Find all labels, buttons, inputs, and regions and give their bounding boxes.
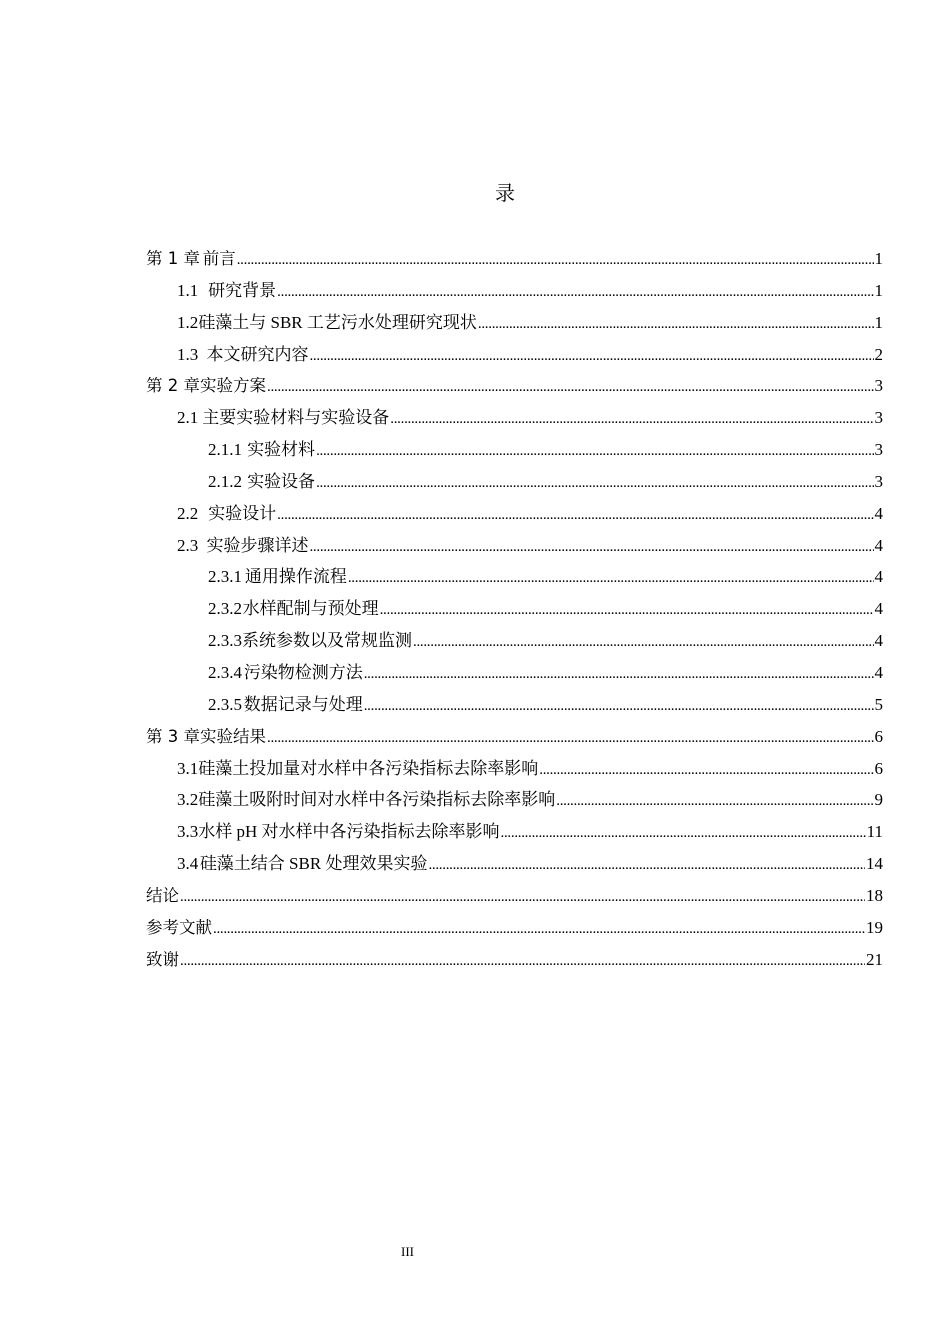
- dot-leader: [539, 753, 873, 787]
- toc-entry[interactable]: [146, 243, 883, 275]
- toc-entry-number: 3.4: [177, 854, 199, 874]
- toc-entry-page: 4: [874, 535, 883, 555]
- toc-entry-number: 2.2: [177, 503, 199, 523]
- toc-entry-title: 硅藻土结合 SBR 处理效果实验: [199, 854, 428, 874]
- toc-entry-page: 1: [874, 312, 883, 332]
- page-number-footer: III: [401, 1244, 414, 1259]
- toc-entry-number: 第 2 章: [146, 376, 200, 396]
- toc-entry[interactable]: [146, 816, 883, 848]
- toc-entry[interactable]: [146, 434, 883, 466]
- dot-leader: [309, 339, 873, 373]
- toc-entry-title: 实验步骤详述: [206, 535, 309, 555]
- toc-entry-title: 系统参数以及常规监测: [242, 631, 412, 651]
- toc-entry-page: 19: [866, 917, 883, 937]
- toc-entry-page: 3: [874, 440, 883, 460]
- dot-leader: [364, 657, 874, 691]
- toc-entry[interactable]: [146, 689, 883, 721]
- toc-entry-number: 3.1: [177, 758, 199, 778]
- toc-title: 录: [495, 183, 515, 205]
- toc-entry-page: 3: [874, 471, 883, 491]
- toc-entry-title: 本文研究内容: [206, 344, 309, 364]
- toc-entry-page: 4: [874, 599, 883, 619]
- dot-leader: [309, 530, 873, 564]
- toc-entry[interactable]: [146, 307, 883, 339]
- toc-entry-number: 2.3: [177, 535, 199, 555]
- dot-leader: [213, 912, 865, 946]
- toc-entry-title: 硅藻土与 SBR 工艺污水处理研究现状: [198, 312, 477, 332]
- toc-entry[interactable]: [146, 784, 883, 816]
- toc-entry-page: 21: [866, 949, 883, 969]
- toc-entry-number: 2.3.2: [208, 599, 242, 619]
- toc-entry-page: 9: [874, 790, 883, 810]
- toc-entry[interactable]: [146, 593, 883, 625]
- toc-entry-number: 3.3: [177, 822, 199, 842]
- toc-entry[interactable]: [146, 339, 883, 371]
- dot-leader: [413, 625, 874, 659]
- toc-entry-number: 2.1.1: [208, 440, 242, 460]
- toc-entry-number: 2.3.4: [208, 662, 242, 682]
- toc-entry-number: 3.2: [177, 790, 199, 810]
- toc-entry-title: 致谢: [146, 949, 179, 969]
- toc-entry-number: 1.3: [177, 344, 199, 364]
- dot-leader: [501, 816, 866, 850]
- dot-leader: [348, 561, 874, 595]
- toc-entry[interactable]: [146, 625, 883, 657]
- dot-leader: [380, 593, 874, 627]
- toc-entry-page: 6: [874, 758, 883, 778]
- toc-entry[interactable]: [146, 370, 883, 402]
- toc-entry[interactable]: [146, 721, 883, 753]
- toc-entry-title: 实验结果: [200, 726, 266, 746]
- dot-leader: [364, 689, 874, 723]
- dot-leader: [277, 498, 873, 532]
- toc-entry-page: 4: [874, 631, 883, 651]
- toc-entry-title: 硅藻土吸附时间对水样中各污染指标去除率影响: [198, 790, 556, 810]
- toc-entry-page: 6: [874, 726, 883, 746]
- dot-leader: [556, 784, 873, 818]
- toc-entry-page: 3: [874, 376, 883, 396]
- toc-entry-title: 主要实验材料与实验设备: [202, 408, 390, 428]
- toc-entry-page: 11: [866, 822, 883, 842]
- toc-entry-number: 2.1.2: [208, 471, 242, 491]
- toc-entry-page: 4: [874, 662, 883, 682]
- toc-entry-title: 参考文献: [146, 917, 212, 937]
- dot-leader: [316, 434, 873, 468]
- toc-entry-number: 2.3.5: [208, 694, 242, 714]
- dot-leader: [180, 880, 865, 914]
- toc-entry-title: 结论: [146, 885, 179, 905]
- toc-entry-number: 1.2: [177, 312, 199, 332]
- toc-entry-page: 5: [874, 694, 883, 714]
- toc-entry-title: 硅藻土投加量对水样中各污染指标去除率影响: [198, 758, 539, 778]
- toc-entry[interactable]: [146, 275, 883, 307]
- dot-leader: [267, 370, 873, 404]
- toc-entry-number: 1.1: [177, 280, 199, 300]
- toc-entry-page: 18: [866, 885, 883, 905]
- dot-leader: [428, 848, 865, 882]
- toc-entry[interactable]: [146, 561, 883, 593]
- toc-entry-number: 第 3 章: [146, 726, 200, 746]
- toc-entry[interactable]: [146, 848, 883, 880]
- toc-entry[interactable]: [146, 912, 883, 944]
- dot-leader: [237, 243, 874, 277]
- toc-entry-title: 水样 pH 对水样中各污染指标去除率影响: [198, 822, 500, 842]
- toc-entry[interactable]: [146, 657, 883, 689]
- toc-entry-title: 实验方案: [200, 376, 267, 396]
- toc-entry-number: 2.1: [177, 408, 199, 428]
- toc-entry[interactable]: [146, 880, 883, 912]
- dot-leader: [267, 721, 874, 755]
- toc-entry-number: 2.3.3: [208, 631, 242, 651]
- dot-leader: [316, 466, 873, 500]
- dot-leader: [277, 275, 873, 309]
- table-of-contents: [146, 243, 883, 975]
- toc-entry-number: 2.3.1: [208, 567, 242, 587]
- toc-entry-page: 4: [874, 567, 883, 587]
- toc-entry[interactable]: [146, 402, 883, 434]
- toc-entry-page: 2: [874, 344, 883, 364]
- toc-entry-page: 3: [874, 408, 883, 428]
- toc-entry-title: 实验材料: [247, 440, 316, 460]
- toc-entry-title: 研究背景: [208, 280, 277, 300]
- dot-leader: [390, 402, 873, 436]
- toc-entry-page: 14: [866, 854, 883, 874]
- toc-entry-number: 第 1 章: [146, 249, 200, 268]
- toc-entry-page: 4: [874, 503, 883, 523]
- toc-entry-title: 数据记录与处理: [243, 694, 363, 714]
- toc-entry-page: 1: [874, 249, 883, 268]
- dot-leader: [478, 307, 874, 341]
- toc-entry-title: 通用操作流程: [244, 567, 347, 587]
- toc-entry-title: 污染物检测方法: [243, 662, 363, 682]
- toc-entry-title: 实验设备: [247, 471, 316, 491]
- toc-entry-title: 水样配制与预处理: [242, 599, 379, 619]
- toc-entry[interactable]: [146, 753, 883, 785]
- toc-entry-title: 实验设计: [208, 503, 277, 523]
- toc-entry[interactable]: [146, 466, 883, 498]
- toc-entry[interactable]: [146, 944, 883, 976]
- toc-entry[interactable]: [146, 498, 883, 530]
- dot-leader: [180, 944, 865, 978]
- toc-entry[interactable]: [146, 530, 883, 562]
- toc-entry-page: 1: [874, 280, 883, 300]
- toc-entry-title: 前言: [202, 249, 236, 268]
